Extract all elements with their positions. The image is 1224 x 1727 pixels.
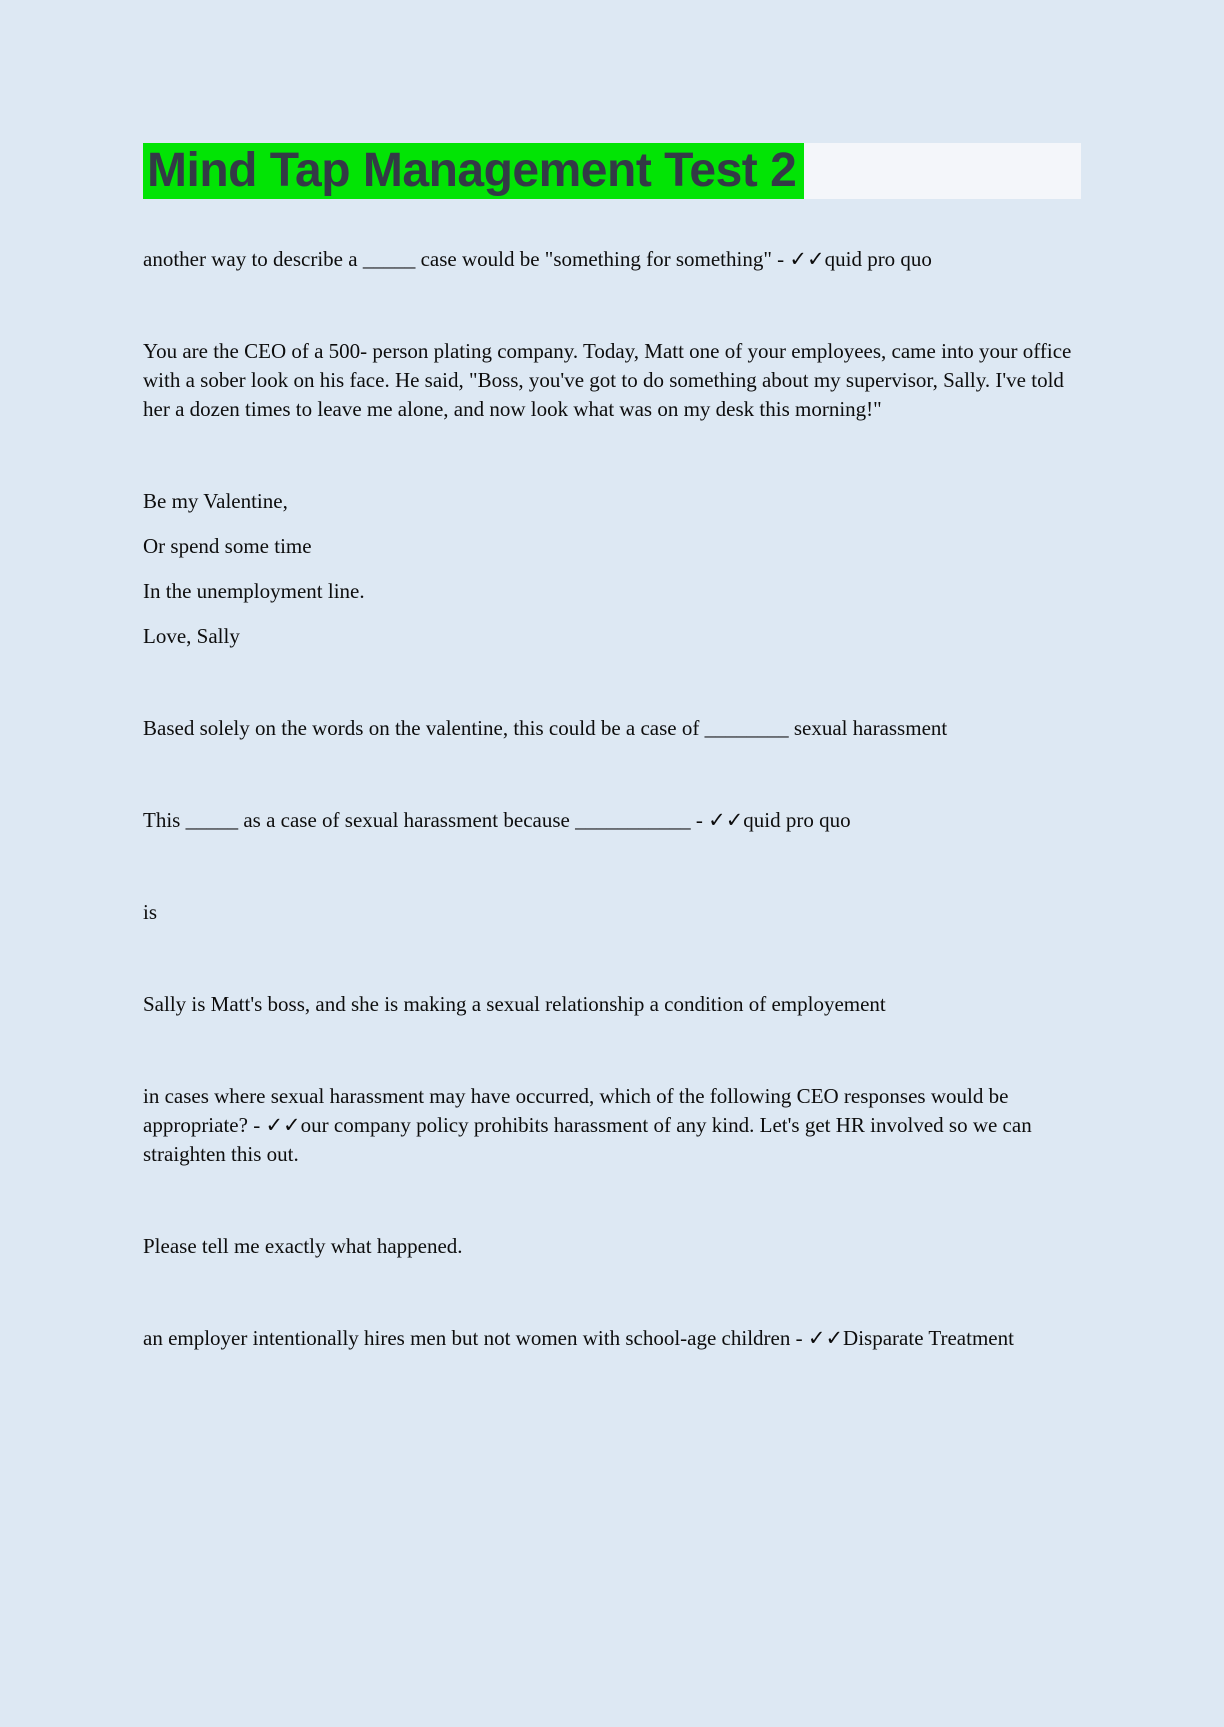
paragraph xyxy=(143,990,1083,1019)
answer-checkmarks-icon: ✓✓ xyxy=(807,1326,844,1350)
paragraph-text: an employer intentionally hires men but not women with school-age children - xyxy=(143,1326,808,1350)
paragraph-text: our company policy prohibits harassment of any kind. Let's get HR involved so we can straighten this out. xyxy=(143,1113,1032,1166)
paragraph-text: quid pro quo xyxy=(743,808,851,832)
answer-checkmarks-icon: ✓✓ xyxy=(789,247,825,271)
answer-checkmarks-icon: ✓✓ xyxy=(265,1113,301,1137)
paragraph-text: quid pro quo xyxy=(824,247,932,271)
paragraph-text: In the unemployment line. xyxy=(143,579,365,603)
paragraph-text: is xyxy=(143,900,158,924)
paragraph-text: Or spend some time xyxy=(143,534,312,558)
paragraph xyxy=(143,622,1083,651)
paragraph xyxy=(143,487,1083,516)
paragraph xyxy=(143,245,1083,274)
paragraph-text: Love, Sally xyxy=(143,624,240,648)
paragraph xyxy=(143,337,1083,424)
document-body xyxy=(143,245,1083,1353)
paragraph xyxy=(143,577,1083,606)
paragraph-text: You are the CEO of a 500- person plating company. Today, Matt one of your employees, came into your office with a sober look on his face. He said, "Boss, you've got to do something about my supervisor, Sally. I've told her a dozen times to leave me alone, and now look what was on my desk this morning!" xyxy=(143,339,1072,421)
paragraph-text: Disparate Treatment xyxy=(843,1326,1014,1350)
paragraph-text: Sally is Matt's boss, and she is making a sexual relationship a condition of employement xyxy=(143,992,886,1016)
paragraph-text: This _____ as a case of sexual harassment because ___________ - xyxy=(143,808,709,832)
paragraph xyxy=(143,1324,1083,1353)
paragraph xyxy=(143,1082,1083,1169)
paragraph-text: Be my Valentine, xyxy=(143,489,288,513)
paragraph xyxy=(143,806,1083,835)
paragraph xyxy=(143,1232,1083,1261)
paragraph-text: another way to describe a _____ case would be "something for something" - xyxy=(143,247,790,271)
paragraph-text: Please tell me exactly what happened. xyxy=(143,1234,463,1258)
paragraph xyxy=(143,532,1083,561)
paragraph xyxy=(143,898,1083,927)
document-page xyxy=(0,143,1224,1727)
paragraph-text: Based solely on the words on the valentine, this could be a case of ________ sexual harassment xyxy=(143,716,948,740)
title-bar xyxy=(143,143,1081,199)
paragraph xyxy=(143,714,1083,743)
answer-checkmarks-icon: ✓✓ xyxy=(708,808,744,832)
paragraph-text: in cases where sexual harassment may have occurred, which of the following CEO responses would be appropriate? - xyxy=(143,1084,1009,1137)
page-title: Mind Tap Management Test 2 xyxy=(143,143,804,199)
